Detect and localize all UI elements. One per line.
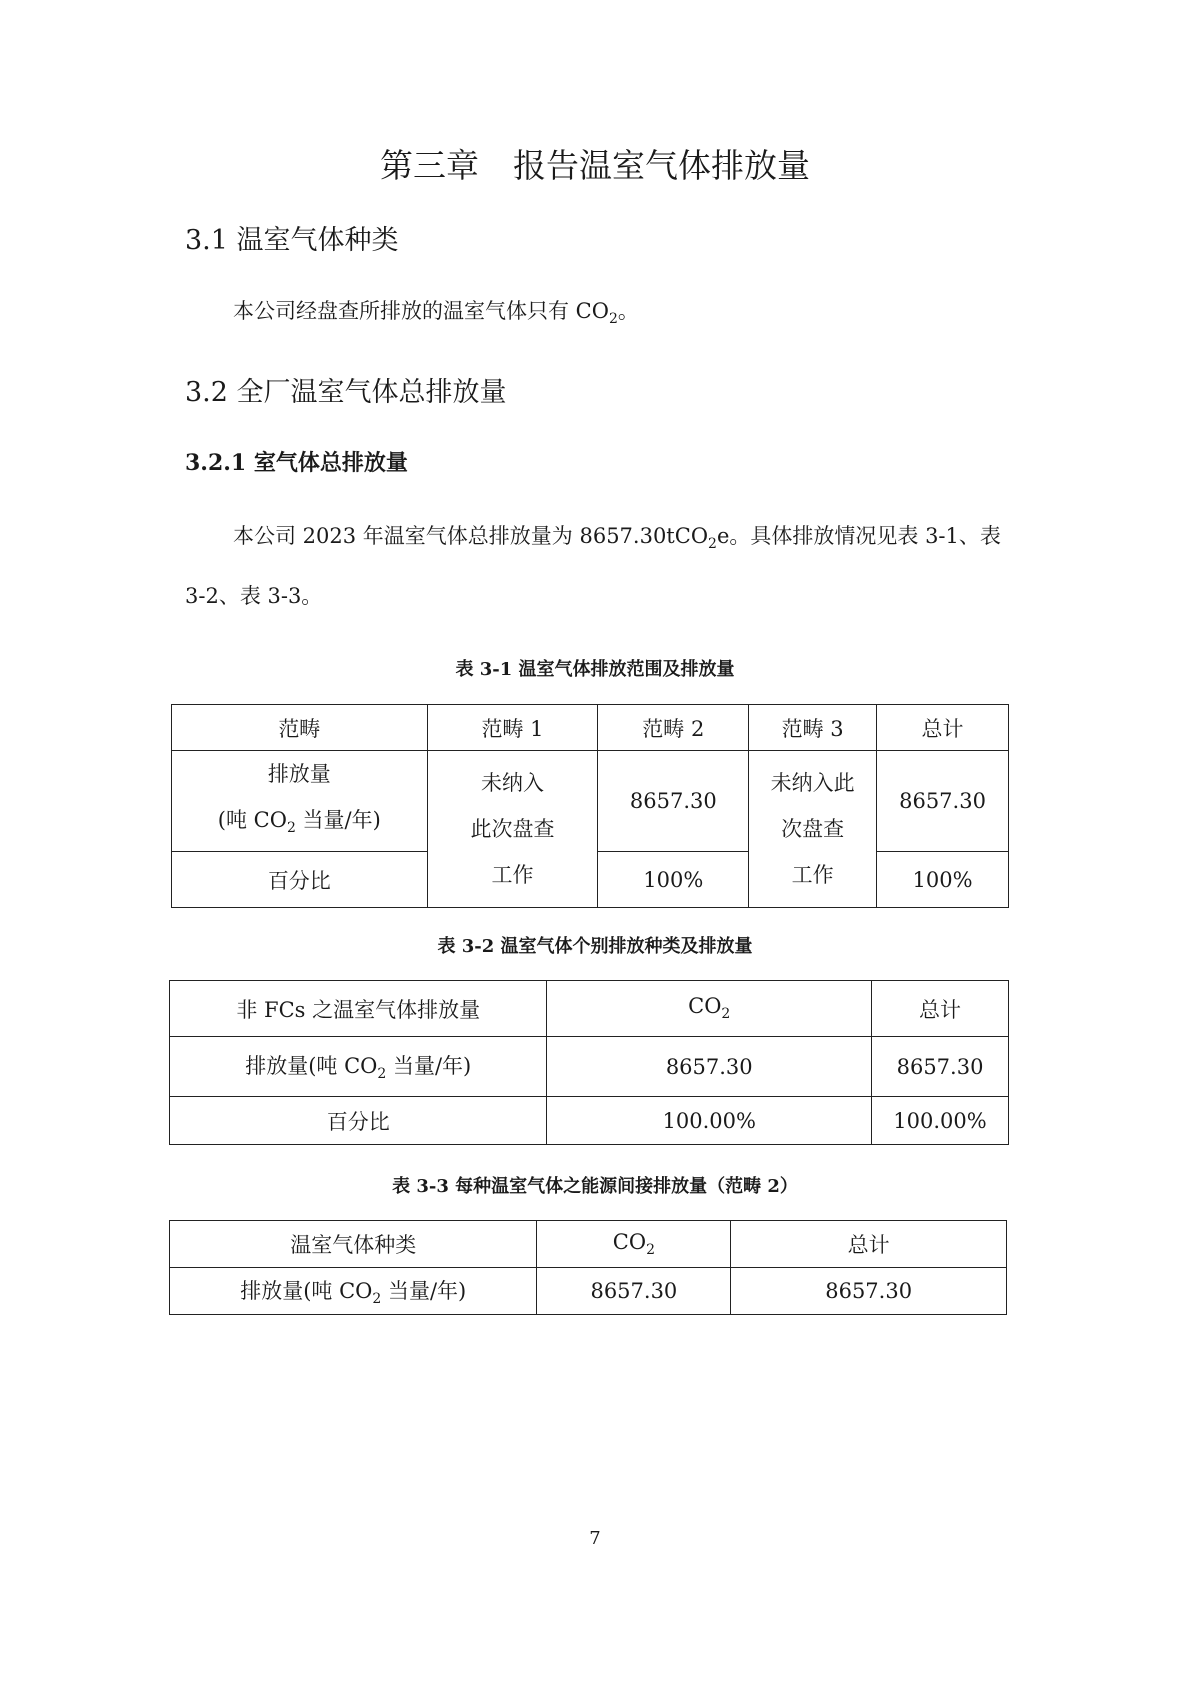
section-3-2-heading: 3.2 全厂温室气体总排放量 xyxy=(185,377,507,408)
section-3-2-1-text: 本公司 2023 年温室气体总排放量为 8657.30tCO$_2$e。具体排放情况见表 3-1、表 3-2、表 3-3。 xyxy=(185,524,1001,609)
table-cell: 排放量(吨 $CO_2$ 当量/年) xyxy=(170,1268,537,1315)
table-cell: 温室气体种类 xyxy=(170,1221,537,1268)
table-3-1 xyxy=(171,704,1009,908)
table-cell: 8657.30 xyxy=(731,1268,1007,1315)
table-cell-scope3: 未纳入此 次盘查 工作 xyxy=(749,751,877,908)
table-cell: 总计 xyxy=(872,981,1009,1037)
table-cell: 百分比 xyxy=(170,1097,547,1145)
table-cell: 范畴 xyxy=(172,705,428,751)
table-cell: $CO_2$ xyxy=(537,1221,731,1268)
table-cell: 8657.30 xyxy=(547,1037,872,1097)
table-cell: 100% xyxy=(877,852,1009,908)
section-3-1-heading: 3.1 温室气体种类 xyxy=(185,225,399,256)
table-3-1-caption: 表 3-1 温室气体排放范围及排放量 xyxy=(455,659,735,680)
table-cell: 范畴 1 xyxy=(427,705,598,751)
section-3-2-1-heading: 3.2.1 室气体总排放量 xyxy=(185,450,408,476)
table-cell: 100.00% xyxy=(872,1097,1009,1145)
table-cell: 100% xyxy=(598,852,749,908)
chapter-heading: 报告温室气体排放量 xyxy=(513,146,810,185)
table-cell: 总计 xyxy=(731,1221,1007,1268)
page-number: 7 xyxy=(589,1528,601,1549)
table-cell: 范畴 2 xyxy=(598,705,749,751)
table-3-2 xyxy=(169,980,1009,1145)
table-cell: 范畴 3 xyxy=(749,705,877,751)
table-3-3-caption: 表 3-3 每种温室气体之能源间接排放量（范畴 2） xyxy=(392,1176,798,1197)
table-cell: 8657.30 xyxy=(877,751,1009,852)
section-3-1-text: 本公司经盘查所排放的温室气体只有 $CO_2$。 xyxy=(233,299,639,328)
table-cell: 8657.30 xyxy=(537,1268,731,1315)
table-3-2-caption: 表 3-2 温室气体个别排放种类及排放量 xyxy=(437,936,753,957)
table-cell: 非 FCs 之温室气体排放量 xyxy=(170,981,547,1037)
table-cell-emission-label: 排放量 (吨 $CO_2$ 当量/年) xyxy=(172,751,428,852)
chapter-number: 第三章 xyxy=(380,146,479,185)
table-cell-scope1: 未纳入 此次盘查 工作 xyxy=(427,751,598,908)
table-cell: 总计 xyxy=(877,705,1009,751)
chapter-title xyxy=(0,140,1190,187)
table-cell: 排放量(吨 $CO_2$ 当量/年) xyxy=(170,1037,547,1097)
table-cell: $CO_2$ xyxy=(547,981,872,1037)
table-cell: 8657.30 xyxy=(598,751,749,852)
table-cell: 100.00% xyxy=(547,1097,872,1145)
table-cell: 百分比 xyxy=(172,852,428,908)
table-cell: 8657.30 xyxy=(872,1037,1009,1097)
table-3-3 xyxy=(169,1220,1007,1315)
